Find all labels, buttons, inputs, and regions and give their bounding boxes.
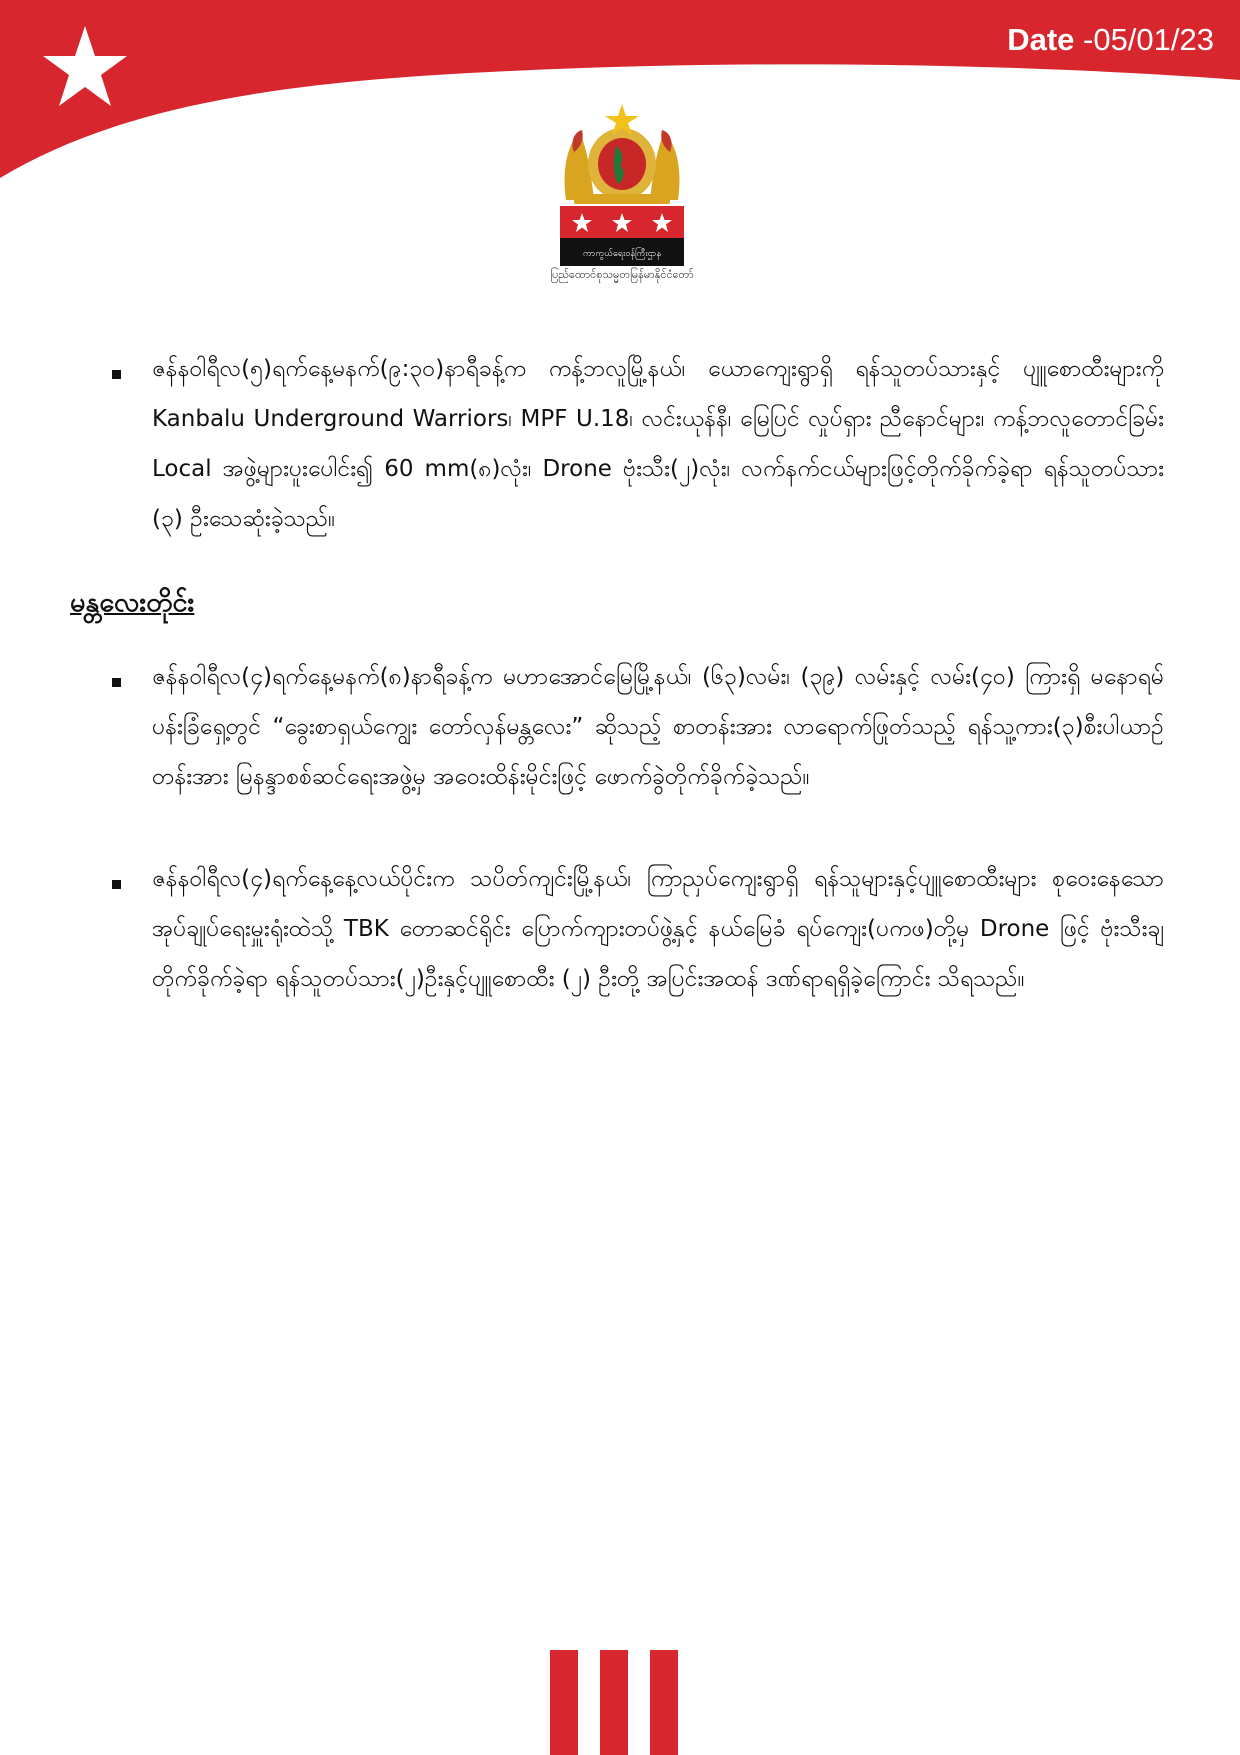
bullet-icon [112, 678, 121, 687]
list-item-text: ဇန်နဝါရီလ(၅)ရက်နေ့မနက်(၉:၃၀)နာရီခန့်က ကန့်ဘလူမြို့နယ်၊ ယောကျေးရွာရှိ ရန်သူတပ်သားနှင့် ပျူစောထီးများကို Kanbalu Underground Warriors၊ MPF U.18၊ လင်းယုန်နီ၊ မြေပြင် လှုပ်ရှား ညီနောင်များ၊ ကန့်ဘလူတောင်ခြမ်း Local အဖွဲ့များပူးပေါင်း၍ 60 mm(၈)လုံး၊ Drone ဗုံးသီး(၂)လုံး၊ လက်နက်ငယ်များဖြင့်တိုက်ခိုက်ခဲ့ရာ ရန်သူတပ်သား (၃) ဦးသေဆုံးခဲ့သည်။ [152, 356, 1164, 532]
date-line [1007, 20, 1214, 60]
list-item-text: ဇန်နဝါရီလ(၄)ရက်နေ့မနက်(၈)နာရီခန့်က မဟာအောင်မြေမြို့နယ်၊ (၆၃)လမ်း၊ (၃၉) လမ်းနှင့် လမ်း(၄၀) ကြားရှိ မနောရမ်ပန်းခြံရှေ့တွင် “ခွေးစာရှယ်ကျွေး တော်လှန်မန္တလေး” ဆိုသည့် စာတန်းအား လာရောက်ဖြုတ်သည့် ရန်သူ့ကား(၃)စီးပါယာဉ်တန်းအား မြနန္ဒာစစ်ဆင်ရေးအဖွဲ့မှ အဝေးထိန်းမိုင်းဖြင့် ဖောက်ခွဲတိုက်ခိုက်ခဲ့သည်။ [152, 664, 1164, 790]
emblem-panel-text: ကာကွယ်ရေးဝန်ကြီးဌာန [582, 249, 662, 259]
star-icon [40, 22, 130, 112]
bullet-icon [112, 370, 121, 379]
stripes-icon [550, 1650, 678, 1755]
state-emblem-icon [560, 102, 684, 206]
emblem [550, 102, 694, 285]
list-item-text: ဇန်နဝါရီလ(၄)ရက်နေ့နေ့လယ်ပိုင်းက သပိတ်ကျင်းမြို့နယ်၊ ကြာညှပ်ကျေးရွာရှိ ရန်သူများနှင့်ပျူစောထီးများ စုဝေးနေသော အုပ်ချုပ်ရေးမှူးရုံးထဲသို့ TBK တောဆင်ရိုင်း ပြောက်ကျားတပ်ဖွဲ့နှင့် နယ်မြေခံ ရပ်ကျေး(ပကဖ)တို့မှ Drone ဖြင့် ဗုံးသီးချတိုက်ခိုက်ခဲ့ရာ ရန်သူတပ်သား(၂)ဦးနှင့်ပျူစောထီး (၂) ဦးတို့ အပြင်းအထန် ဒဏ်ရာရရှိခဲ့ကြောင်း သိရသည်။ [152, 866, 1164, 992]
emblem-panel [560, 206, 684, 266]
emblem-caption: ပြည်ထောင်စုသမ္မတမြန်မာနိုင်ငံတော် [550, 268, 694, 281]
date-label: Date [1007, 22, 1075, 57]
bullet-icon [112, 880, 121, 889]
section-heading: မန္တလေးတိုင်း [70, 587, 195, 618]
date-value: -05/01/23 [1074, 22, 1214, 57]
